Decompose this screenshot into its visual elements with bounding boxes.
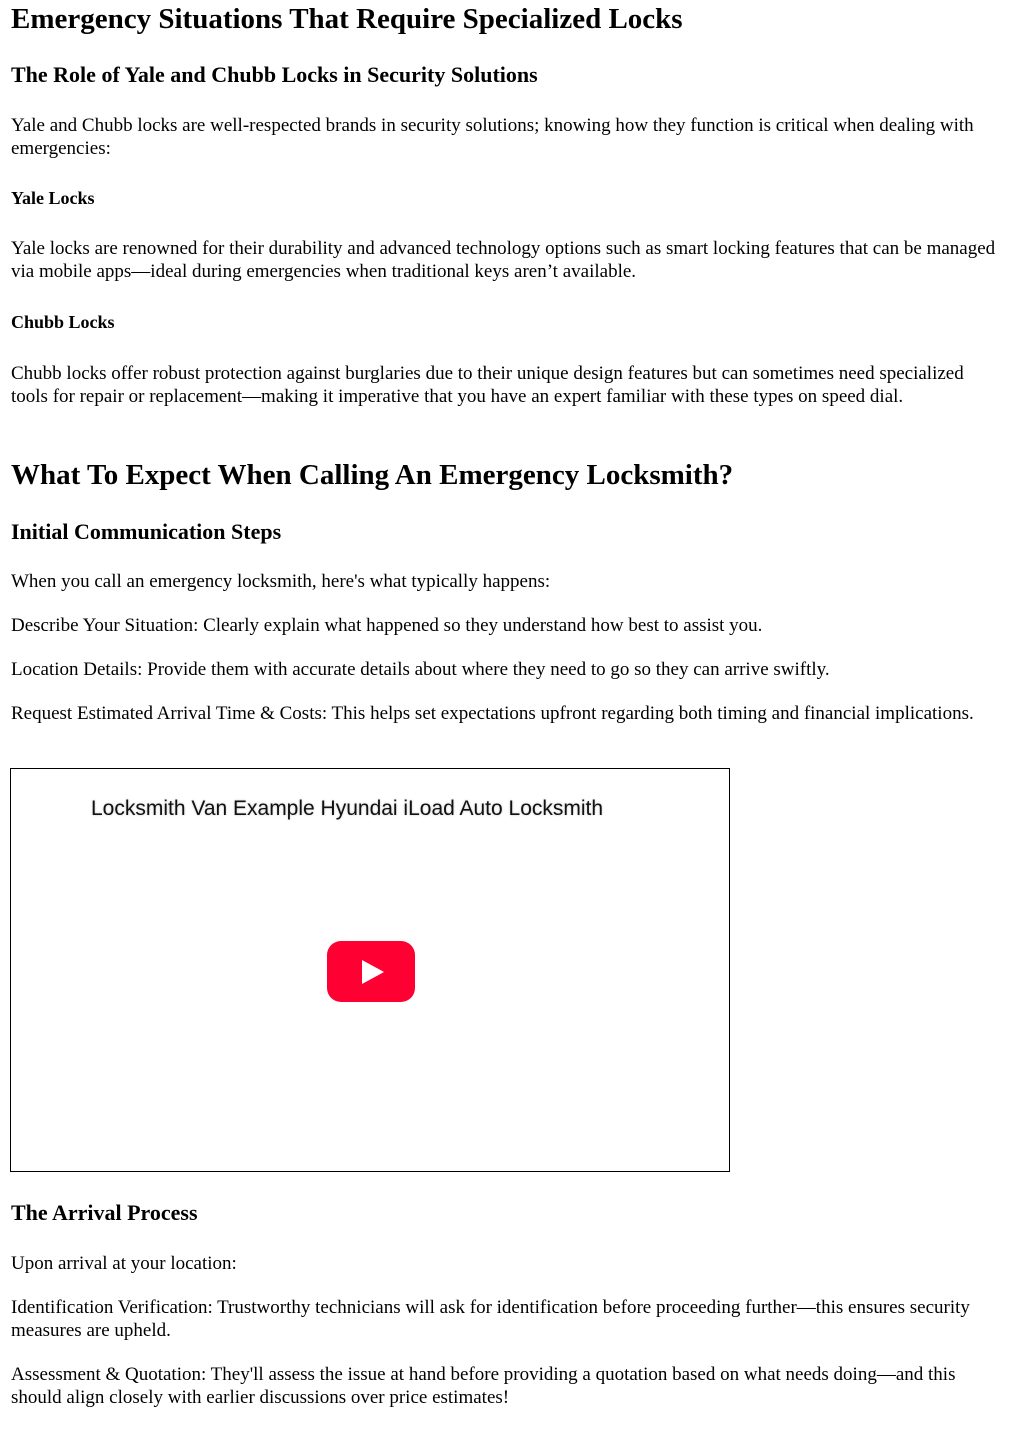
paragraph: Yale locks are renowned for their durability and advanced technology options such as smart locking features that can be managed via mobile apps—ideal during emergencies when traditional keys aren’t available. bbox=[11, 238, 996, 282]
paragraph: When you call an emergency locksmith, here's what typically happens: bbox=[11, 571, 551, 592]
video-embed[interactable] bbox=[10, 768, 730, 1172]
list-item: Request Estimated Arrival Time & Costs: This helps set expectations upfront regarding both timing and financial implications. bbox=[11, 703, 974, 724]
list-item: Describe Your Situation: Clearly explain what happened so they understand how best to assist you. bbox=[11, 615, 763, 636]
section-heading: What To Expect When Calling An Emergency Locksmith? bbox=[11, 459, 734, 491]
play-icon bbox=[362, 960, 384, 984]
section-heading: Emergency Situations That Require Specialized Locks bbox=[11, 3, 683, 35]
subsection-heading: Yale Locks bbox=[11, 188, 95, 208]
section-subheading: The Role of Yale and Chubb Locks in Security Solutions bbox=[11, 62, 538, 87]
list-item: Location Details: Provide them with accurate details about where they need to go so they can arrive swiftly. bbox=[11, 659, 830, 680]
video-title[interactable]: Locksmith Van Example Hyundai iLoad Auto Locksmith bbox=[91, 797, 604, 820]
paragraph: Chubb locks offer robust protection against burglaries due to their unique design features but can sometimes need specialized tools for repair or replacement—making it imperative that you have an expert familiar with these types on speed dial. bbox=[11, 363, 964, 407]
list-item: Assessment & Quotation: They'll assess the issue at hand before providing a quotation based on what needs doing—and this should align closely with earlier discussions over price estimates! bbox=[11, 1364, 956, 1408]
play-button[interactable] bbox=[327, 941, 415, 1002]
list-item: Identification Verification: Trustworthy technicians will ask for identification before proceeding further—this ensures security measures are upheld. bbox=[11, 1297, 970, 1341]
subsection-heading: Chubb Locks bbox=[11, 312, 115, 332]
paragraph: Upon arrival at your location: bbox=[11, 1253, 237, 1274]
section-subheading: Initial Communication Steps bbox=[11, 519, 282, 544]
paragraph: Yale and Chubb locks are well-respected brands in security solutions; knowing how they function is critical when dealing with emergencies: bbox=[11, 115, 974, 159]
section-subheading: The Arrival Process bbox=[11, 1200, 198, 1225]
